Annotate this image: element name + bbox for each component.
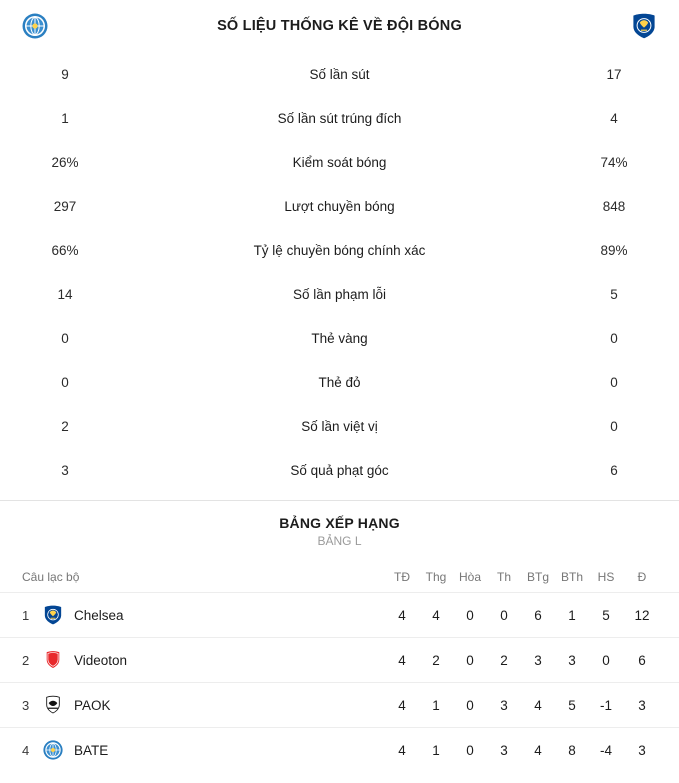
column-header-hoa: Hòa bbox=[458, 570, 481, 584]
stat-row bbox=[0, 448, 679, 492]
stat-label: Tỷ lệ chuyền bóng chính xác bbox=[253, 242, 426, 258]
stat-home-value: 297 bbox=[53, 198, 77, 214]
stat-home-value: 1 bbox=[61, 110, 69, 126]
row-position: 3 bbox=[22, 697, 30, 713]
stats-title: SỐ LIỆU THỐNG KÊ VỀ ĐỘI BÓNG bbox=[217, 18, 462, 34]
cell-d: 12 bbox=[634, 607, 650, 623]
stat-away-value: 17 bbox=[606, 66, 622, 82]
stat-home-value: 26% bbox=[51, 154, 79, 170]
stat-away-value: 74% bbox=[600, 154, 628, 170]
stat-label: Thẻ đỏ bbox=[318, 374, 361, 390]
cell-hoa: 0 bbox=[466, 697, 474, 713]
standings-section bbox=[0, 501, 679, 772]
bate-crest-icon bbox=[22, 13, 48, 39]
stat-home-value: 3 bbox=[61, 462, 69, 478]
standings-title: BẢNG XẾP HẠNG bbox=[279, 515, 400, 531]
cell-d: 3 bbox=[638, 742, 646, 758]
cell-bth: 3 bbox=[568, 652, 576, 668]
cell-hoa: 0 bbox=[466, 742, 474, 758]
row-position: 1 bbox=[22, 607, 30, 623]
table-row[interactable] bbox=[0, 727, 679, 772]
row-position: 4 bbox=[22, 742, 30, 758]
stats-rows bbox=[0, 52, 679, 492]
stat-label: Số lần phạm lỗi bbox=[292, 286, 387, 302]
stat-away-value: 6 bbox=[610, 462, 618, 478]
column-header-td: TĐ bbox=[394, 570, 410, 584]
cell-btg: 3 bbox=[534, 652, 542, 668]
column-header-bth: BTh bbox=[560, 570, 583, 584]
cell-thg: 4 bbox=[432, 607, 440, 623]
table-row[interactable] bbox=[0, 637, 679, 682]
bate-crest-icon bbox=[42, 739, 64, 761]
chelsea-crest-icon bbox=[42, 604, 64, 626]
standings-subtitle: BẢNG L bbox=[317, 534, 362, 548]
cell-d: 3 bbox=[638, 697, 646, 713]
cell-td: 4 bbox=[398, 652, 406, 668]
cell-th: 3 bbox=[500, 697, 508, 713]
stat-home-value: 2 bbox=[61, 418, 69, 434]
stat-label: Lượt chuyền bóng bbox=[284, 198, 395, 214]
stat-label: Kiểm soát bóng bbox=[292, 154, 387, 170]
cell-btg: 4 bbox=[534, 697, 542, 713]
column-header-d: Đ bbox=[637, 570, 647, 584]
cell-btg: 4 bbox=[534, 742, 542, 758]
stat-label: Số lần việt vị bbox=[301, 418, 378, 434]
stat-home-value: 66% bbox=[51, 242, 79, 258]
cell-bth: 5 bbox=[568, 697, 576, 713]
chelsea-crest-icon bbox=[631, 13, 657, 39]
stat-row bbox=[0, 316, 679, 360]
cell-thg: 1 bbox=[432, 697, 440, 713]
standings-table bbox=[0, 562, 679, 772]
stat-label: Thẻ vàng bbox=[311, 330, 368, 346]
paok-crest-icon bbox=[42, 694, 64, 716]
stat-row bbox=[0, 404, 679, 448]
cell-td: 4 bbox=[398, 697, 406, 713]
cell-hs: -4 bbox=[599, 742, 612, 758]
club-name: BATE bbox=[74, 742, 109, 758]
stat-away-value: 5 bbox=[610, 286, 618, 302]
column-header-th: Th bbox=[496, 570, 511, 584]
stat-label: Số lần sút trúng đích bbox=[277, 110, 402, 126]
stat-row bbox=[0, 184, 679, 228]
cell-th: 2 bbox=[500, 652, 508, 668]
cell-th: 0 bbox=[500, 607, 508, 623]
stat-label: Số lần sút bbox=[309, 66, 370, 82]
cell-hoa: 0 bbox=[466, 652, 474, 668]
stat-away-value: 4 bbox=[610, 110, 618, 126]
stat-away-value: 0 bbox=[610, 418, 618, 434]
cell-thg: 1 bbox=[432, 742, 440, 758]
stat-home-value: 0 bbox=[61, 330, 69, 346]
cell-thg: 2 bbox=[432, 652, 440, 668]
table-row[interactable] bbox=[0, 592, 679, 637]
stat-away-value: 0 bbox=[610, 374, 618, 390]
club-name: Chelsea bbox=[74, 607, 124, 623]
club-name: Videoton bbox=[74, 652, 128, 668]
cell-d: 6 bbox=[638, 652, 646, 668]
row-position: 2 bbox=[22, 652, 30, 668]
stat-row bbox=[0, 140, 679, 184]
stat-row bbox=[0, 52, 679, 96]
cell-hs: -1 bbox=[599, 697, 612, 713]
stat-row bbox=[0, 272, 679, 316]
cell-hs: 5 bbox=[602, 607, 610, 623]
stat-home-value: 0 bbox=[61, 374, 69, 390]
stat-row bbox=[0, 228, 679, 272]
stat-away-value: 848 bbox=[602, 198, 626, 214]
cell-th: 3 bbox=[500, 742, 508, 758]
cell-hoa: 0 bbox=[466, 607, 474, 623]
club-name: PAOK bbox=[74, 697, 111, 713]
stat-away-value: 0 bbox=[610, 330, 618, 346]
column-header-btg: BTg bbox=[526, 570, 549, 584]
table-header-row bbox=[0, 562, 679, 592]
stat-label: Số quả phạt góc bbox=[290, 462, 389, 478]
stat-row bbox=[0, 360, 679, 404]
stat-home-value: 14 bbox=[57, 286, 73, 302]
cell-td: 4 bbox=[398, 607, 406, 623]
stat-row bbox=[0, 96, 679, 140]
column-header-thg: Thg bbox=[425, 570, 447, 584]
videoton-crest-icon bbox=[42, 649, 64, 671]
stats-header bbox=[0, 0, 679, 52]
stat-away-value: 89% bbox=[600, 242, 628, 258]
stat-home-value: 9 bbox=[61, 66, 69, 82]
cell-hs: 0 bbox=[602, 652, 610, 668]
column-header-club: Câu lạc bộ bbox=[22, 570, 80, 584]
table-row[interactable] bbox=[0, 682, 679, 727]
column-header-hs: HS bbox=[597, 570, 615, 584]
cell-bth: 8 bbox=[568, 742, 576, 758]
cell-bth: 1 bbox=[568, 607, 576, 623]
cell-btg: 6 bbox=[534, 607, 542, 623]
cell-td: 4 bbox=[398, 742, 406, 758]
